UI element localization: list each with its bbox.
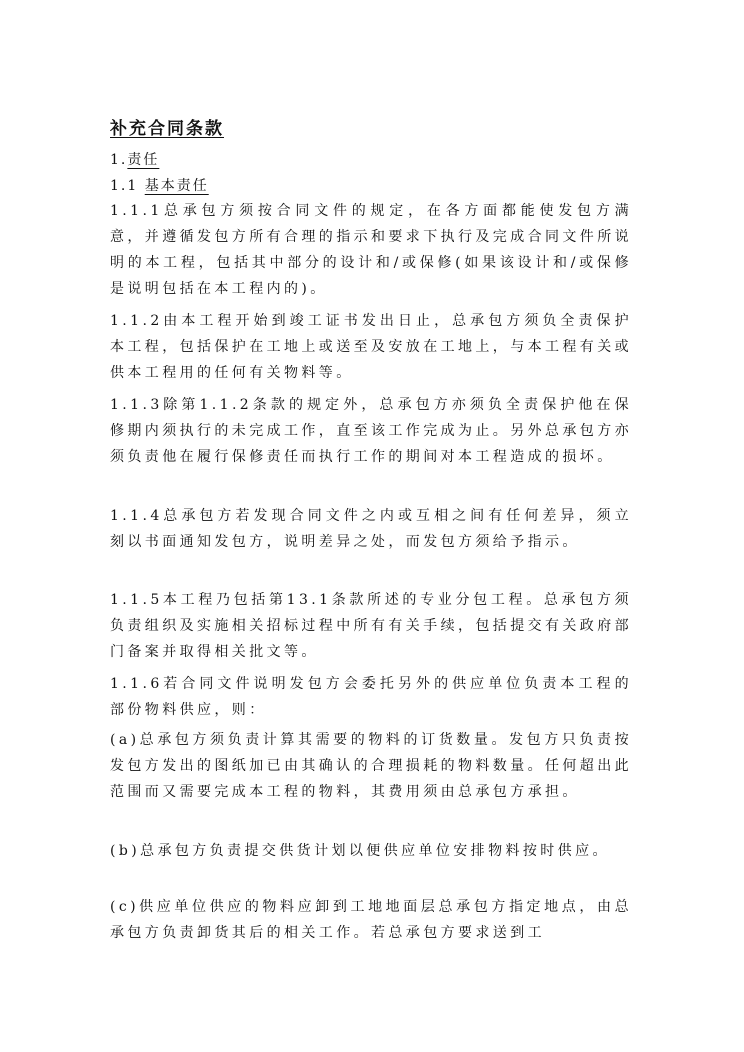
clause-1-1-6-b: (b)总承包方负责提交供货计划以便供应单位安排物料按时供应。 xyxy=(110,843,610,859)
section-number: 1. xyxy=(110,152,128,168)
clause-1-1-4: 1.1.4总承包方若发现合同文件之内或互相之间有任何差异，须立刻以书面通知发包方，说明差异之处，而发包方须给予指示。 xyxy=(110,508,632,550)
clause-1-1-6: 1.1.6若合同文件说明发包方会委托另外的供应单位负责本工程的部份物料供应，则： xyxy=(110,676,632,718)
document-title: 补充合同条款 xyxy=(110,119,224,139)
clause-1-1-5: 1.1.5本工程乃包括第13.1条款所述的专业分包工程。总承包方须负责组织及实施相关招标过程中所有有关手续，包括提交有关政府部门备案并取得相关批文等。 xyxy=(110,592,632,660)
subsection-number: 1.1 xyxy=(110,178,139,194)
subsection-label: 基本责任 xyxy=(144,178,209,194)
clause-1-1-6-a: (a)总承包方须负责计算其需要的物料的订货数量。发包方只负责按发包方发出的图纸加已由其确认的合理损耗的物料数量。任何超出此范围而又需要完成本工程的物料，其费用须由总承包方承担。 xyxy=(110,732,632,800)
section-heading-responsibility xyxy=(110,149,159,169)
clause-1-1-3: 1.1.3除第1.1.2条款的规定外，总承包方亦须负全责保护他在保修期内须执行的未完成工作，直至该工作完成为止。另外总承包方亦须负责他在履行保修责任而执行工作的期间对本工程造成的损坏。 xyxy=(110,397,632,465)
clause-1-1-6-c: (c)供应单位供应的物料应卸到工地地面层总承包方指定地点，由总承包方负责卸货其后的相关工作。若总承包方要求送到工 xyxy=(110,899,632,941)
section-label: 责任 xyxy=(127,152,160,168)
clause-1-1-1: 1.1.1总承包方须按合同文件的规定，在各方面都能使发包方满意，并遵循发包方所有合理的指示和要求下执行及完成合同文件所说明的本工程，包括其中部分的设计和/或保修(如果该设计和/或保修是说明包括在本工程内的)。 xyxy=(110,203,632,297)
subsection-heading-basic-responsibility xyxy=(110,175,209,195)
clause-1-1-2: 1.1.2由本工程开始到竣工证书发出日止，总承包方须负全责保护本工程，包括保护在工地上或送至及安放在工地上，与本工程有关或供本工程用的任何有关物料等。 xyxy=(110,313,632,381)
